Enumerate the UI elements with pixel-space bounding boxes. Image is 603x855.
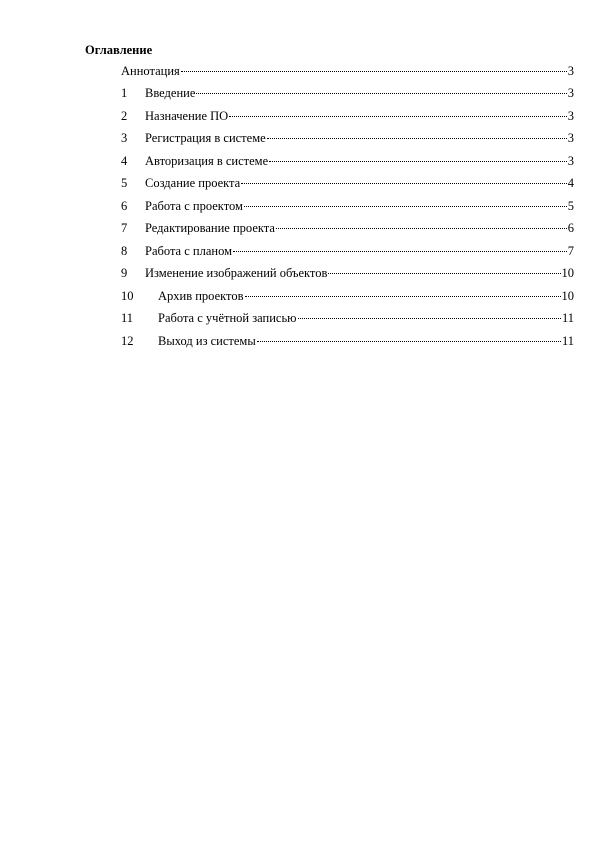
toc-entry-number: 10 [121, 289, 134, 303]
toc-entry-page: 10 [561, 289, 574, 303]
toc-entry[interactable] [121, 108, 574, 125]
toc-entry-number: 9 [121, 266, 128, 280]
toc-entry[interactable] [121, 63, 574, 80]
toc-leader-dots [276, 228, 567, 229]
toc-entry-label: Работа с планом [145, 244, 232, 258]
toc-entry[interactable] [121, 220, 574, 237]
toc-leader-dots [229, 116, 567, 117]
toc-entry-number: 8 [121, 244, 128, 258]
toc-entry-page: 11 [561, 334, 574, 348]
toc-entry-number: 4 [121, 154, 128, 168]
toc-leader-dots [257, 341, 561, 342]
toc-entry-page: 3 [567, 131, 574, 145]
toc-entry-number: 3 [121, 131, 128, 145]
toc-entry-page: 3 [567, 86, 574, 100]
toc-leader-dots [196, 93, 566, 94]
toc-entry[interactable] [121, 243, 574, 260]
toc-leader-dots [269, 161, 567, 162]
toc-entry-label: Назначение ПО [145, 109, 229, 123]
toc-entry-label: Работа с учётной записью [158, 311, 297, 325]
toc-leader-dots [181, 71, 567, 72]
toc-leader-dots [267, 138, 567, 139]
toc-entry-number: 6 [121, 199, 128, 213]
toc-entry[interactable] [121, 85, 574, 102]
toc-entry-number: 5 [121, 176, 128, 190]
toc-entry-page: 7 [567, 244, 574, 258]
toc-entry-page: 4 [567, 176, 574, 190]
toc-entry[interactable] [121, 333, 574, 350]
toc-entry-label: Введение [145, 86, 196, 100]
toc-entry-number: 1 [121, 86, 128, 100]
toc-entry-label: Работа с проектом [145, 199, 243, 213]
toc-entry-page: 3 [567, 154, 574, 168]
toc-leader-dots [328, 273, 560, 274]
toc-entry-page: 10 [561, 266, 574, 280]
toc-leader-dots [245, 296, 561, 297]
toc-entry[interactable] [121, 175, 574, 192]
toc-entry[interactable] [121, 288, 574, 305]
toc-entry-label: Создание проекта [145, 176, 241, 190]
toc-entry-label: Редактирование проекта [145, 221, 275, 235]
toc-entry-label: Аннотация [121, 64, 180, 78]
toc-entry-page: 5 [567, 199, 574, 213]
toc-entry[interactable] [121, 198, 574, 215]
toc-entry-number: 7 [121, 221, 128, 235]
toc-entry-number: 12 [121, 334, 134, 348]
toc-entry-label: Архив проектов [158, 289, 244, 303]
toc-entry-label: Выход из системы [158, 334, 256, 348]
toc-entry-label: Регистрация в системе [145, 131, 266, 145]
toc-title: Оглавление [85, 43, 153, 57]
toc-leader-dots [241, 183, 567, 184]
toc-entry[interactable] [121, 265, 574, 282]
toc-entry-label: Авторизация в системе [145, 154, 269, 168]
toc-entry-label: Изменение изображений объектов [145, 266, 328, 280]
toc-entry[interactable] [121, 153, 574, 170]
toc-entry-page: 3 [567, 64, 574, 78]
toc-entry-page: 11 [561, 311, 574, 325]
toc-entry[interactable] [121, 130, 574, 147]
toc-entry-number: 2 [121, 109, 128, 123]
toc-leader-dots [298, 318, 561, 319]
toc-leader-dots [244, 206, 567, 207]
toc-entry-page: 3 [567, 109, 574, 123]
toc-entry-number: 11 [121, 311, 134, 325]
toc-entry-page: 6 [567, 221, 574, 235]
toc-leader-dots [233, 251, 567, 252]
toc-entry[interactable] [121, 310, 574, 327]
